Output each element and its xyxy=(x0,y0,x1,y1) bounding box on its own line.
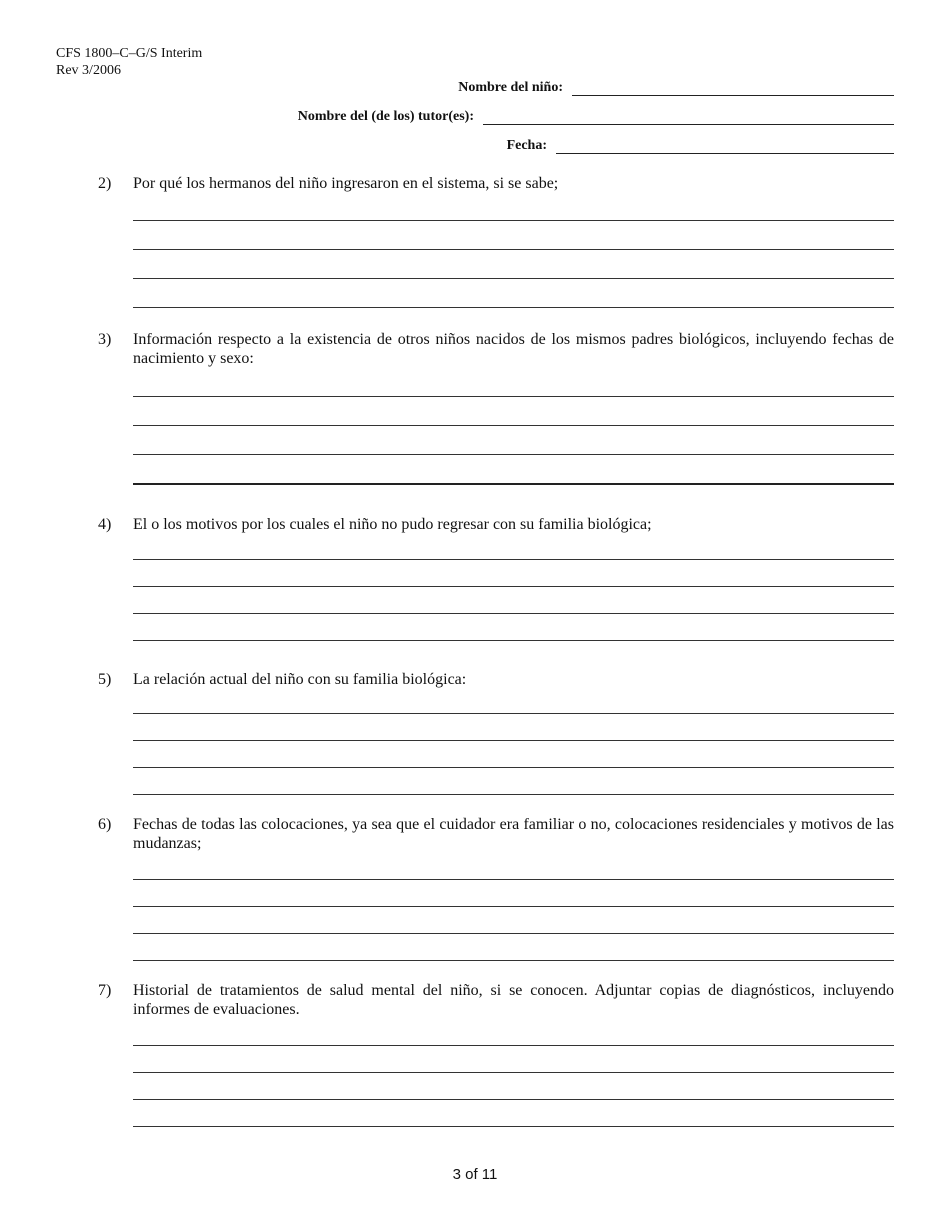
answer-line[interactable] xyxy=(133,396,894,397)
answer-line[interactable] xyxy=(133,767,894,768)
answer-line[interactable] xyxy=(133,1072,894,1073)
question-text: Por qué los hermanos del niño ingresaron en el sistema, si se sabe; xyxy=(133,175,559,192)
guardian-name-label: Nombre del (de los) tutor(es): xyxy=(297,109,474,124)
form-revision: Rev 3/2006 xyxy=(56,63,121,78)
answer-line[interactable] xyxy=(133,307,894,308)
answer-line[interactable] xyxy=(133,454,894,455)
answer-line[interactable] xyxy=(133,906,894,907)
answer-line[interactable] xyxy=(133,640,894,641)
question-number: 7) xyxy=(98,982,112,999)
date-row xyxy=(507,138,894,154)
question-text: La relación actual del niño con su familia biológica: xyxy=(133,671,467,688)
guardian-name-row xyxy=(298,109,894,125)
form-code: CFS 1800–C–G/S Interim xyxy=(56,46,203,61)
answer-line[interactable] xyxy=(133,740,894,741)
answer-line[interactable] xyxy=(133,933,894,934)
answer-line[interactable] xyxy=(133,1126,894,1127)
answer-line[interactable] xyxy=(133,220,894,221)
answer-line[interactable] xyxy=(133,794,894,795)
question-number: 5) xyxy=(98,671,112,688)
answer-line[interactable] xyxy=(133,1045,894,1046)
date-field[interactable] xyxy=(556,153,894,154)
child-name-label: Nombre del niño: xyxy=(458,80,563,95)
child-name-row xyxy=(458,80,894,96)
answer-line[interactable] xyxy=(133,879,894,880)
answer-line[interactable] xyxy=(133,425,894,426)
question-text: Información respecto a la existencia de otros niños nacidos de los mismos padres biológicos, incluyendo fechas de nacimiento y sexo: xyxy=(133,331,894,367)
question-number: 3) xyxy=(98,331,112,348)
question-text: Fechas de todas las colocaciones, ya sea que el cuidador era familiar o no, colocaciones residenciales y motivos de las mudanzas; xyxy=(133,816,894,852)
answer-line[interactable] xyxy=(133,586,894,587)
answer-line[interactable] xyxy=(133,1099,894,1100)
answer-line[interactable] xyxy=(133,278,894,279)
answer-line[interactable] xyxy=(133,613,894,614)
question-number: 4) xyxy=(98,516,112,533)
answer-line[interactable] xyxy=(133,713,894,714)
form-identifier xyxy=(56,45,202,79)
question-text: Historial de tratamientos de salud mental del niño, si se conocen. Adjuntar copias de diagnósticos, incluyendo informes de evaluaciones. xyxy=(133,982,894,1018)
question-number: 6) xyxy=(98,816,112,833)
answer-line[interactable] xyxy=(133,249,894,250)
page-number: 3 of 11 xyxy=(452,1166,498,1183)
child-name-field[interactable] xyxy=(572,95,894,96)
answer-line[interactable] xyxy=(133,559,894,560)
date-label: Fecha: xyxy=(506,138,547,153)
answer-line[interactable] xyxy=(133,960,894,961)
question-number: 2) xyxy=(98,175,112,192)
answer-line[interactable] xyxy=(133,483,894,485)
question-text: El o los motivos por los cuales el niño no pudo regresar con su familia biológica; xyxy=(133,516,652,533)
guardian-name-field[interactable] xyxy=(483,124,894,125)
